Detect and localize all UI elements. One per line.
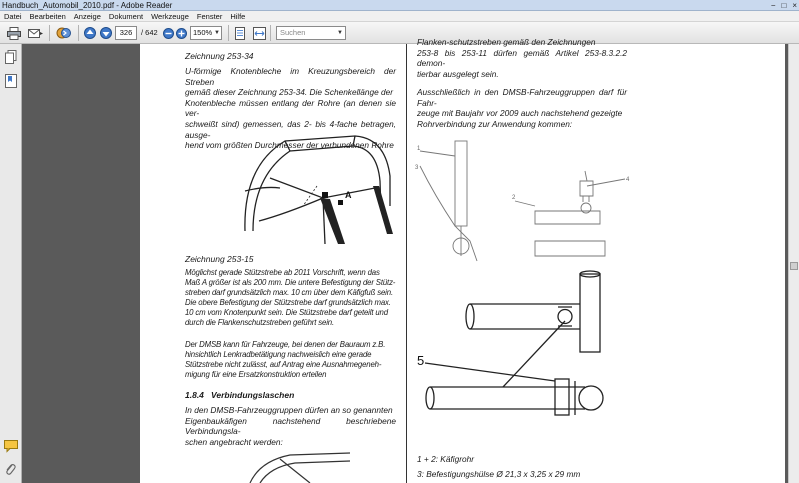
pages-panel-button[interactable]: [5, 50, 17, 69]
text-line: durch die Flankenschutzstreben geführt sein.: [185, 318, 334, 328]
toolbar: [0, 22, 799, 44]
page-number-input[interactable]: 326: [115, 26, 137, 40]
figure-label-a: A: [345, 190, 352, 200]
caption-253-15: Zeichnung 253-15: [185, 254, 254, 264]
caption-253-34: Zeichnung 253-34: [185, 51, 254, 61]
menu-anzeige[interactable]: Anzeige: [73, 12, 101, 21]
text-line: Ausschließlich in den DMSB-Fahrzeuggruppen darf für Fahr-: [417, 87, 627, 108]
comment-icon: [4, 440, 18, 452]
text-line: Die obere Befestigung der Stützstrebe darf grundsätzlich max.: [185, 298, 391, 308]
text-line: schweißt sind) gemessen, das 2- bis 4-fache betragen, ausge-: [185, 118, 396, 140]
fig-label-1: 1: [417, 146, 421, 152]
print-icon: [7, 27, 21, 40]
rollcage-drawing-253-15: [225, 126, 400, 252]
text-line: Maß A größer ist als 200 mm. Die untere Befestigung der Stütz-: [185, 278, 396, 288]
paragraph-stuetzstrebe: [185, 268, 396, 329]
text-line: 10 cm vom Knotenpunkt sein. Die Stützstrebe darf geteilt und: [185, 308, 388, 318]
text-line: schen angebracht werden:: [185, 436, 283, 447]
fit-width-icon: [253, 27, 266, 40]
comments-panel-button[interactable]: [4, 439, 18, 457]
text-line: Stützstrebe nicht zulässt, auf Antrag eine Ausnahmegeneh-: [185, 360, 382, 370]
menu-datei[interactable]: Datei: [4, 12, 22, 21]
text-line: hend vom größten Durchmesser der verbundenen Rohre: [185, 140, 394, 151]
section-heading-1-8-4: 1.8.4 Verbindungslaschen: [185, 390, 295, 400]
zoom-in-icon: [176, 28, 187, 39]
arrow-down-icon: [100, 27, 112, 39]
pdf-page: [140, 37, 785, 483]
zoom-select[interactable]: [190, 26, 222, 40]
search-placeholder: Suchen: [280, 28, 306, 37]
attachments-panel-button[interactable]: [4, 462, 16, 481]
pages-icon: [5, 50, 17, 64]
minimize-button[interactable]: −: [770, 1, 776, 10]
text-line: tierbar ausgelegt sein.: [417, 68, 499, 79]
legend-kaefigrohr: 1 + 2: Käfigrohr: [417, 454, 474, 464]
column-divider: [406, 44, 407, 483]
menu-bar: [0, 11, 799, 22]
legend-befestigungshuelse: 3: Befestigungshülse Ø 21,3 x 3,25 x 29 mm: [417, 469, 581, 479]
text-line: Eigenbaukäfigen nachstehend beschriebene Verbindungsla-: [185, 415, 396, 437]
zoom-out-button[interactable]: [162, 25, 174, 41]
text-line: zeuge mit Baujahr vor 2009 auch nachstehend gezeigte: [417, 108, 623, 119]
next-page-button[interactable]: [99, 25, 113, 41]
fig-label-3: 3: [415, 165, 419, 171]
text-line: Möglichst gerade Stützstrebe ab 2011 Vorschrift, wenn das: [185, 268, 380, 277]
bookmarks-icon: [5, 74, 17, 88]
text-line: In den DMSB-Fahrzeuggruppen dürfen an so genannten: [185, 405, 393, 415]
previous-page-button[interactable]: [83, 25, 97, 41]
maximize-button[interactable]: □: [781, 1, 787, 10]
fig-label-5: 5: [417, 353, 425, 368]
text-line: Der DMSB kann für Fahrzeuge, bei denen der Bauraum z.B.: [185, 340, 386, 349]
zoom-in-button[interactable]: [175, 25, 187, 41]
paragraph-rohrverbindung: [417, 87, 627, 129]
text-line: streben darf grundsätzlich max. 10 cm über dem Käfigfuß sein.: [185, 288, 393, 298]
menu-dokument[interactable]: Dokument: [108, 12, 144, 21]
text-line: Knotenbleche müssen entlang der Rohre (an denen sie ver-: [185, 97, 396, 119]
email-button[interactable]: [27, 25, 45, 41]
navigation-panel: [0, 44, 22, 483]
text-line: Rohrverbindung zur Anwendung kommen:: [417, 118, 573, 129]
paragraph-flankenschutz: [417, 37, 627, 79]
pipe-connection-main-drawing: [415, 269, 625, 447]
paragraph-verbindungslaschen: [185, 405, 396, 447]
bookmarks-panel-button[interactable]: [5, 74, 17, 93]
text-line: hinsichtlich Lenkradbetätigung nachweislich eine gerade: [185, 350, 372, 360]
fig-label-4: 4: [626, 177, 630, 183]
text-line: migung für eine Ersatzkonstruktion erteilen: [185, 370, 327, 380]
paperclip-icon: [4, 462, 16, 476]
fit-width-button[interactable]: [252, 25, 266, 41]
vertical-scrollbar[interactable]: [788, 44, 799, 483]
window-title: Handbuch_Automobil_2010.pdf - Adobe Reader: [2, 1, 173, 10]
chevron-down-icon: ▼: [337, 30, 343, 36]
menu-fenster[interactable]: Fenster: [196, 12, 223, 21]
zoom-value: 150%: [193, 28, 213, 37]
collaborate-button[interactable]: [55, 25, 73, 41]
page-total: / 642: [141, 28, 158, 37]
arrow-up-icon: [84, 27, 96, 39]
menu-bearbeiten[interactable]: Bearbeiten: [29, 12, 66, 21]
title-bar: [0, 0, 799, 11]
pipe-connection-detail-drawing: [415, 136, 635, 266]
close-button[interactable]: ×: [792, 1, 797, 10]
print-button[interactable]: [6, 25, 22, 41]
rollcage-drawing-partial: [240, 449, 360, 483]
paragraph-dmsb-ausnahme: [185, 340, 396, 380]
search-input[interactable]: [276, 26, 346, 40]
document-viewer[interactable]: [22, 37, 788, 483]
chevron-down-icon: ▼: [214, 30, 220, 36]
text-line: U-förmige Knotenbleche im Kreuzungsbereich der Streben: [185, 66, 396, 87]
collaborate-icon: [56, 26, 72, 40]
scrollbar-thumb[interactable]: [790, 262, 798, 270]
fit-page-icon: [234, 27, 246, 40]
fig-label-2: 2: [512, 195, 516, 201]
text-line: gemäß dieser Zeichnung 253-34. Die Schenkellänge der: [185, 87, 394, 98]
fit-page-button[interactable]: [233, 25, 247, 41]
menu-werkzeuge[interactable]: Werkzeuge: [151, 12, 189, 21]
envelope-icon: [28, 27, 44, 40]
text-line: Flanken-schutzstreben gemäß den Zeichnungen: [417, 37, 596, 47]
zoom-out-icon: [163, 28, 174, 39]
text-line: 253-8 bis 253-11 dürfen gemäß Artikel 253-8.3.2.2 demon-: [417, 47, 627, 69]
menu-hilfe[interactable]: Hilfe: [230, 12, 246, 21]
